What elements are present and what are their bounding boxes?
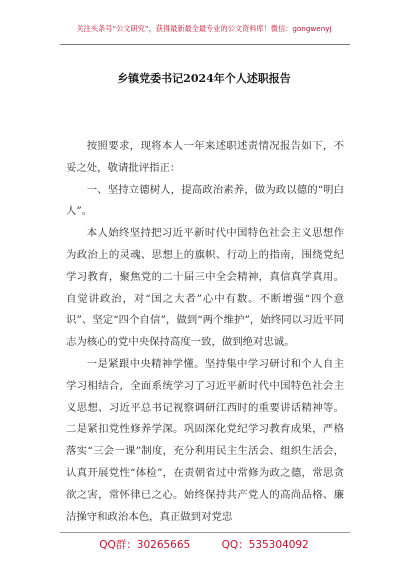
paragraph-intro: 按照要求，现将本人一年来述职述责情况报告如下，不妥之处，敬请批评指正： — [66, 140, 344, 174]
footer-qq: QQ：535304092 — [221, 539, 309, 551]
document-body — [66, 136, 344, 528]
document-title: 乡镇党委书记2024年个人述职报告 — [117, 72, 291, 85]
paragraph-body: 本人始终坚持把习近平新时代中国特色社会主义思想作为政治上的灵魂、思想上的旗帜、行动上的指南，围绕党纪学习教育，聚焦党的二十届三中全会精神，真信真学真用。自觉讲政治，对“国之大者”心中有数。不断增强“四个意识”、坚定“四个自信”，做到“两个维护”，始终同以习近平同志为核心的党中央保持高度一致，做到绝对忠诚。 — [66, 227, 344, 349]
header-divider — [60, 44, 350, 45]
paragraph-body: 一是紧跟中央精神学懂。坚持集中学习研讨和个人自主学习相结合，全面系统学习了习近平新时代中国特色社会主义思想、习近平总书记视察调研江西时的重要讲话精神等。二是紧扣党性修养学深。巩固深化党纪学习教育成果，严格落实“三会一课”制度，充分利用民主生活会、组织生活会，认真开展党性“体检”，在责朝省过中常修为政之德，常思贪欲之害，常怀律已之心。始终保持共产党人的高尚品格、廉洁操守和政治本色，真正做到对党忠 — [66, 357, 344, 523]
section-heading: 一、坚持立德树人，提高政治素养，做为政以德的“明白人”。 — [66, 183, 344, 218]
footer-divider — [60, 532, 350, 533]
footer — [0, 537, 408, 552]
header-banner: 关注头条号“公文研究”，获得最新最全最专业的公文资料库！微信：gongwenyj — [76, 24, 332, 33]
footer-qq-group: QQ群：30265665 — [99, 539, 191, 551]
